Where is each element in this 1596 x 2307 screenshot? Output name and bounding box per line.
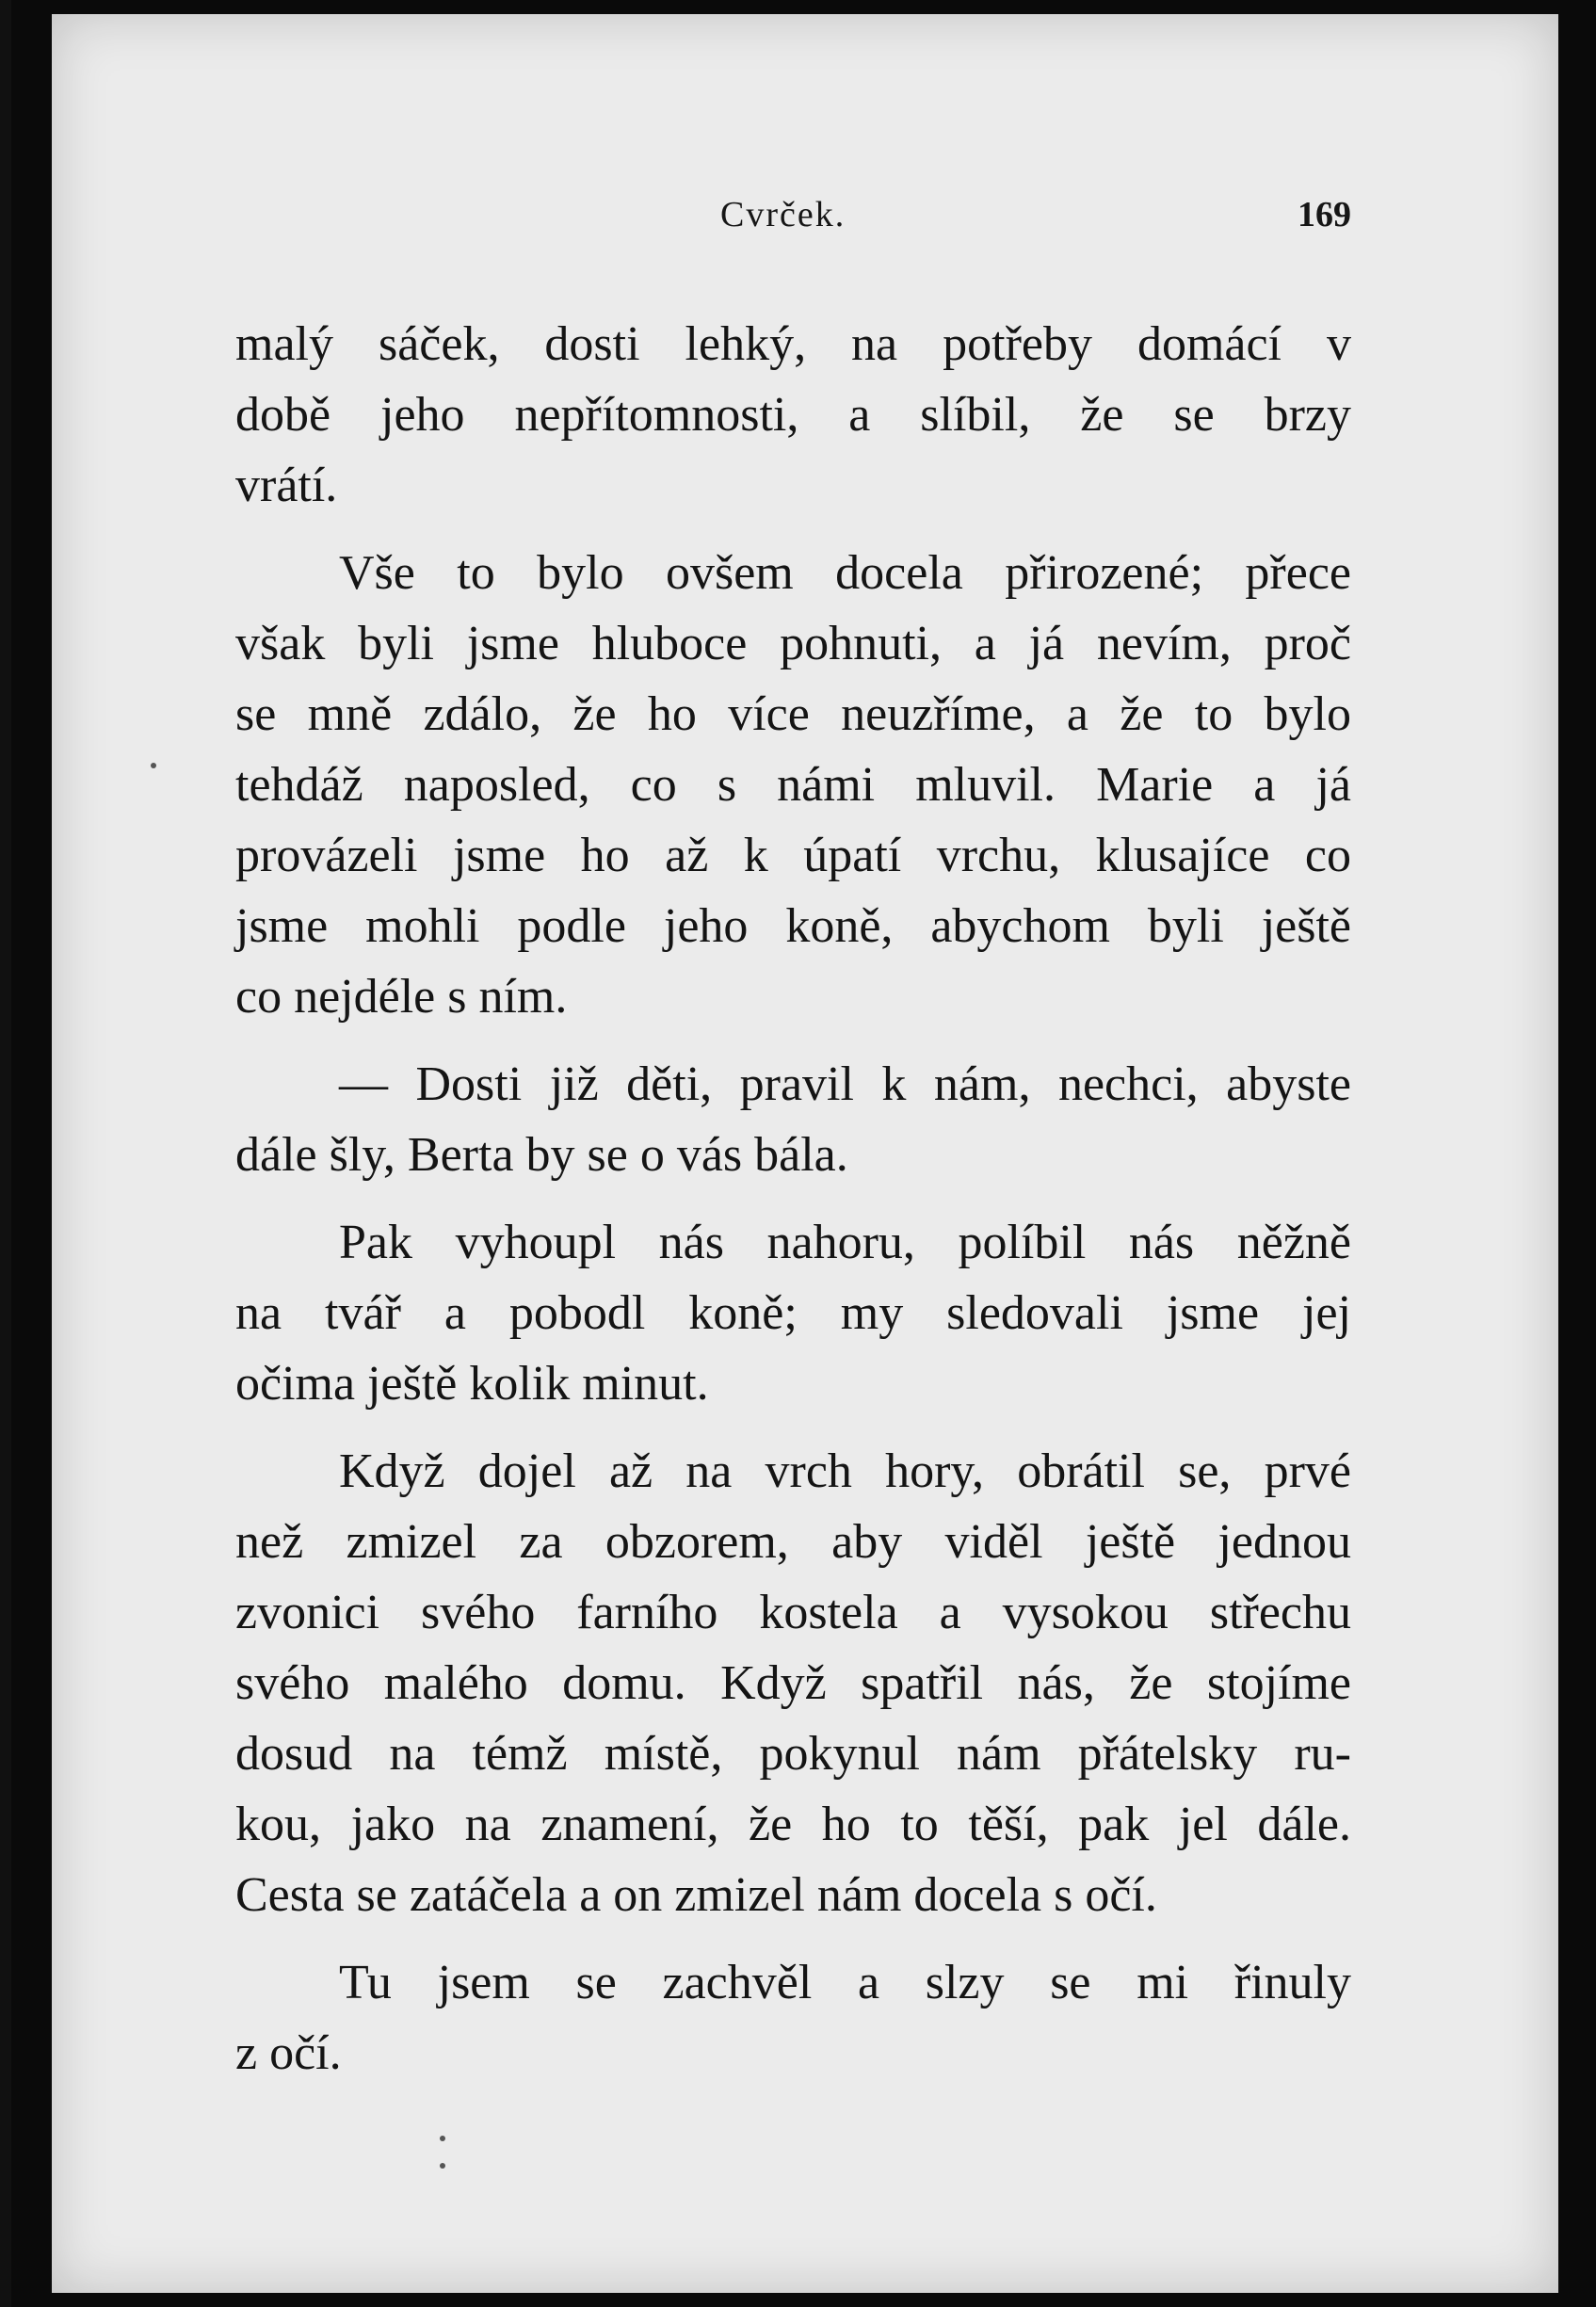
running-title: Cvrček.	[720, 195, 846, 234]
paragraph	[235, 1049, 1351, 1190]
paragraph	[235, 538, 1351, 1032]
text-line: Tu jsem se zachvěl a slzy se mi řinuly	[339, 1956, 1351, 2009]
paper-speck	[440, 2163, 445, 2169]
text-line: dosud na témž místě, pokynul nám přátelsky ru-	[235, 1727, 1351, 1781]
paragraph	[235, 309, 1351, 521]
paragraph	[235, 1947, 1351, 2089]
text-line: očima ještě kolik minut.	[235, 1357, 709, 1411]
text-line: svého malého domu. Když spatřil nás, že stojíme	[235, 1656, 1351, 1710]
text-line: na tvář a pobodl koně; my sledovali jsme jej	[235, 1286, 1351, 1340]
text-line: — Dosti již děti, pravil k nám, nechci, abyste	[339, 1057, 1351, 1111]
text-line: vrátí.	[235, 459, 338, 512]
text-line: kou, jako na znamení, že ho to těší, pak jel dále.	[235, 1798, 1351, 1851]
text-line: Když dojel až na vrch hory, obrátil se, prvé	[339, 1444, 1351, 1498]
paragraph-gap	[235, 1032, 1351, 1049]
book-spine-edge	[0, 0, 11, 2307]
paragraph-gap	[235, 1419, 1351, 1436]
text-line: se mně zdálo, že ho více neuzříme, a že to bylo	[235, 687, 1351, 741]
paper-speck	[151, 763, 156, 768]
paragraph	[235, 1436, 1351, 1930]
paper-speck	[440, 2136, 445, 2141]
paragraph-gap	[235, 1930, 1351, 1947]
text-line: dále šly, Berta by se o vás bála.	[235, 1128, 848, 1182]
page-header	[235, 188, 1351, 245]
text-line: než zmizel za obzorem, aby viděl ještě jednou	[235, 1515, 1351, 1569]
text-line: však byli jsme hluboce pohnuti, a já nevím, proč	[235, 617, 1351, 670]
paragraph-gap	[235, 1190, 1351, 1207]
text-line: Vše to bylo ovšem docela přirozené; přece	[339, 546, 1351, 600]
text-line: malý sáček, dosti lehký, na potřeby domácí v	[235, 317, 1351, 371]
text-line: Cesta se zatáčela a on zmizel nám docela s očí.	[235, 1868, 1157, 1922]
text-line: co nejdéle s ním.	[235, 970, 568, 1024]
text-line: provázeli jsme ho až k úpatí vrchu, klusajíce co	[235, 829, 1351, 882]
paragraph-gap	[235, 521, 1351, 538]
text-line: době jeho nepřítomnosti, a slíbil, že se brzy	[235, 388, 1351, 442]
page-number: 169	[1298, 195, 1351, 234]
paragraph	[235, 1207, 1351, 1419]
text-line: z očí.	[235, 2026, 342, 2080]
body-text	[235, 309, 1351, 2089]
text-line: Pak vyhoupl nás nahoru, políbil nás něžně	[339, 1216, 1351, 1269]
text-line: zvonici svého farního kostela a vysokou střechu	[235, 1586, 1351, 1639]
text-line: tehdáž naposled, co s námi mluvil. Marie a já	[235, 758, 1351, 812]
text-line: jsme mohli podle jeho koně, abychom byli ještě	[235, 899, 1351, 953]
